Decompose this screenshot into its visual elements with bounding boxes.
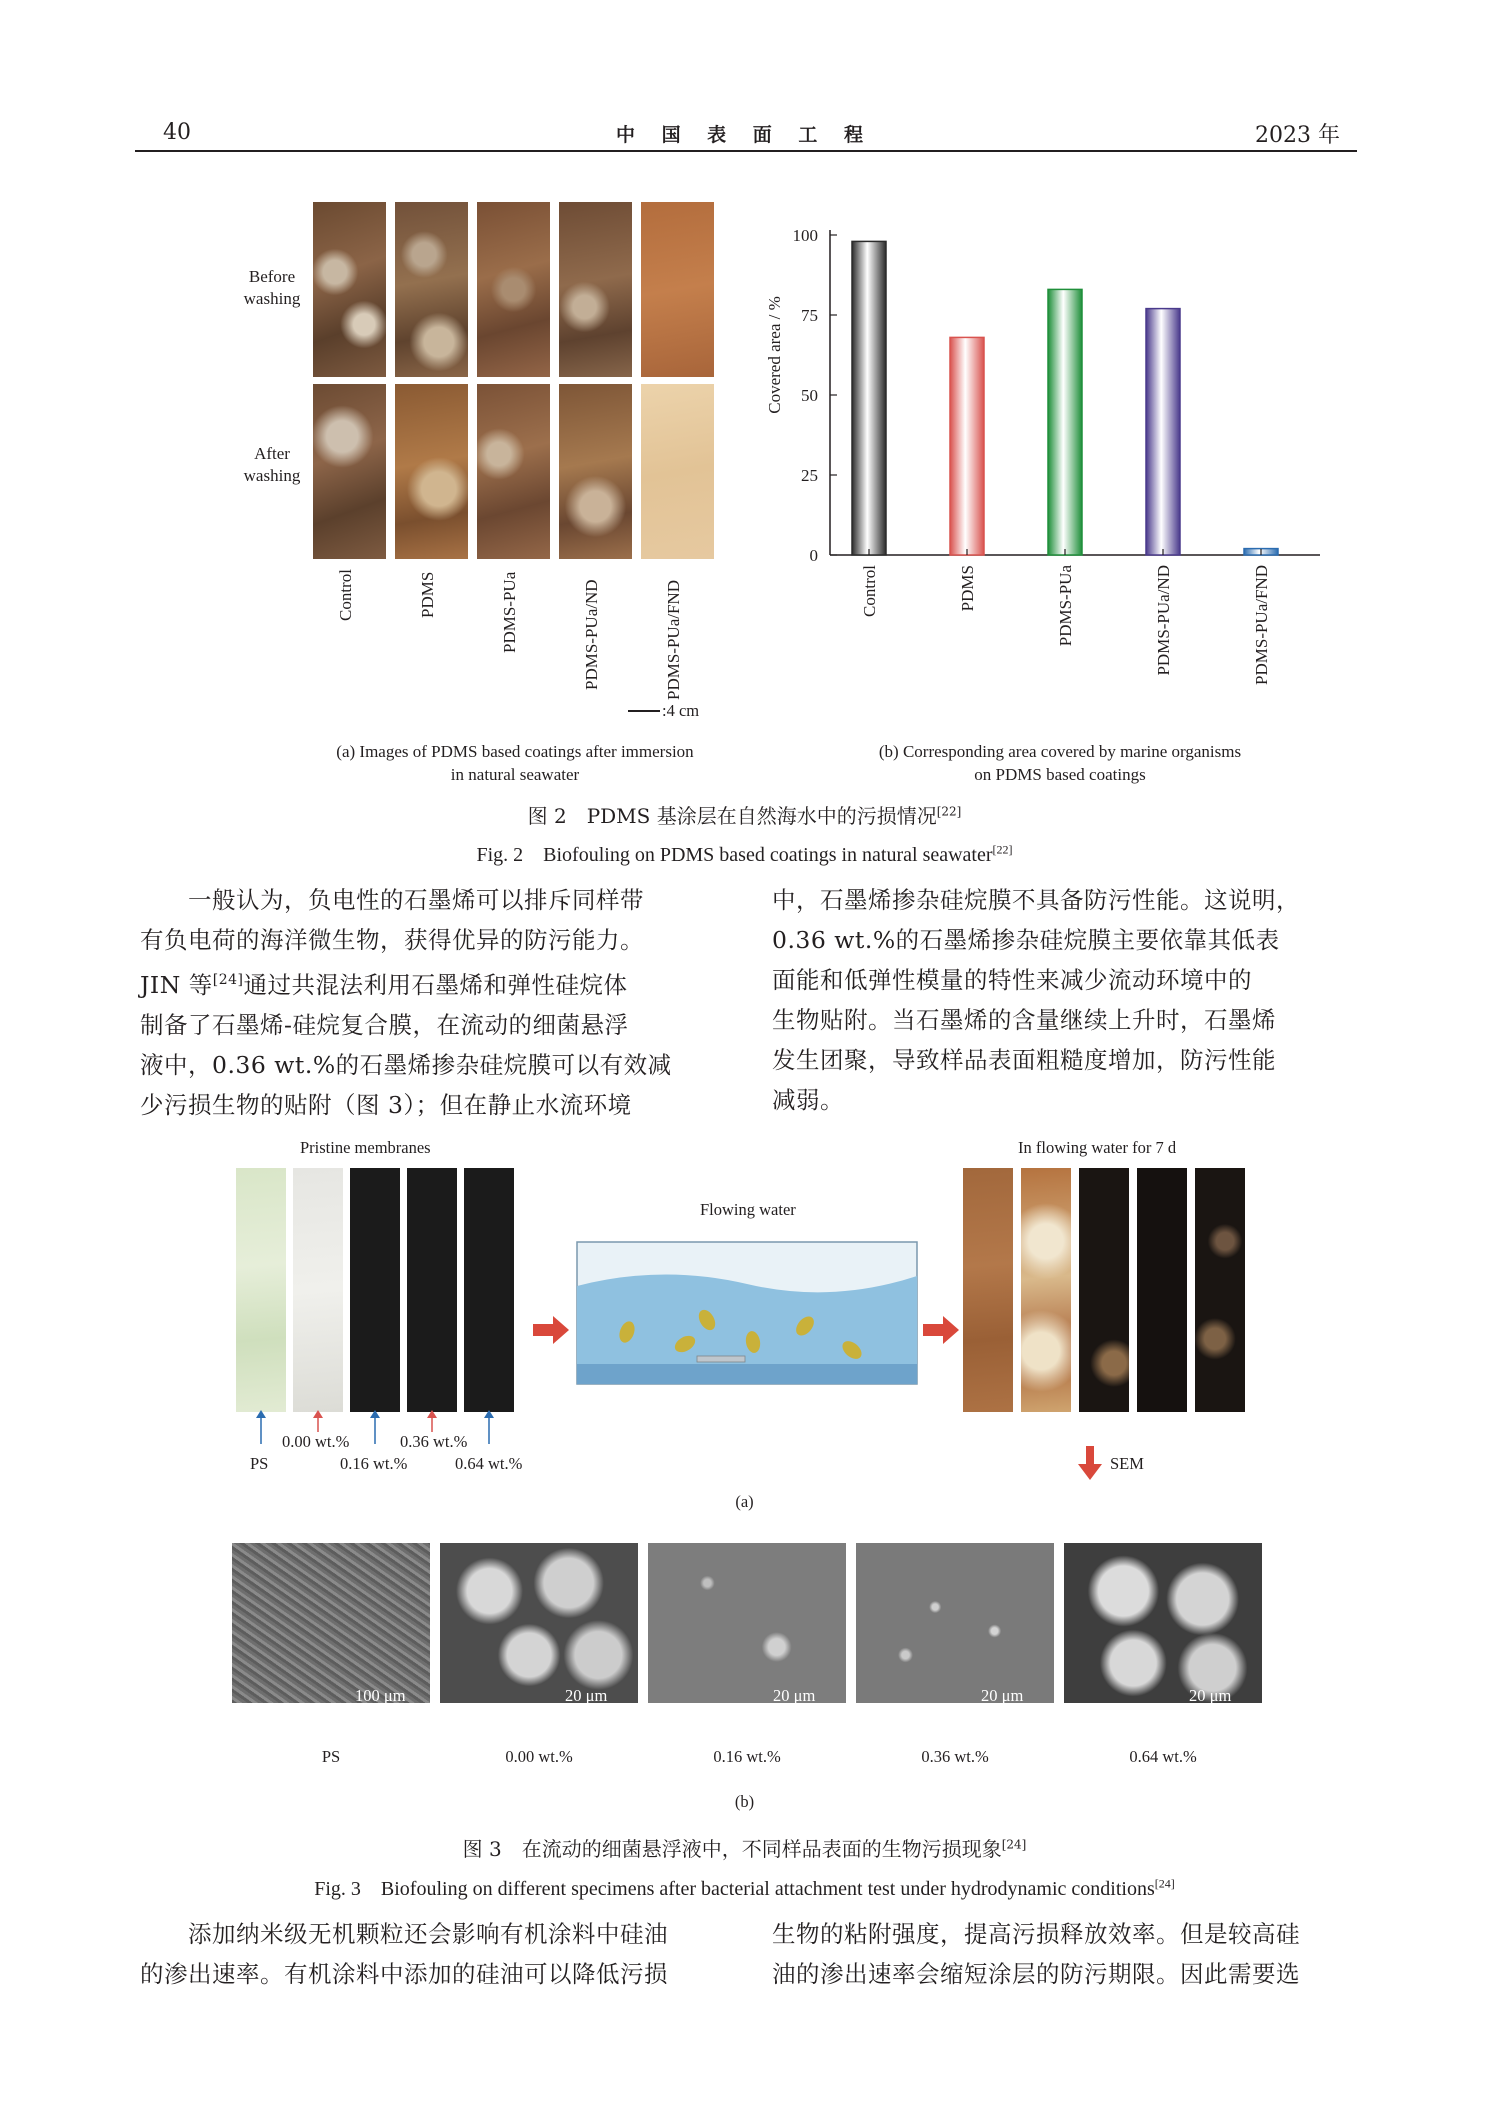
col-label-control: Control	[336, 569, 355, 621]
strip-016	[350, 1168, 400, 1412]
row-label-before: Before washing	[243, 267, 301, 308]
bar-pdms-pua-nd	[1146, 309, 1180, 555]
scale-line-064	[1192, 1707, 1232, 1709]
photo-pdmspua-before	[477, 202, 550, 377]
scale-bar-016: 20 μm	[773, 1686, 816, 1705]
strip-036-after	[1137, 1168, 1187, 1412]
scale-bar-000: 20 μm	[565, 1686, 608, 1705]
strip-000-after	[1021, 1168, 1071, 1412]
scale-bar-064: 20 μm	[1189, 1686, 1232, 1705]
scale-line-036	[984, 1707, 1024, 1709]
sem-000	[440, 1543, 638, 1703]
col-label-pdmspuafnd: PDMS-PUa/FND	[664, 580, 683, 700]
arrow-right-2	[923, 1316, 963, 1346]
bar-pdms	[950, 337, 984, 555]
photo-pdms-after	[395, 384, 468, 559]
sem-036	[856, 1543, 1054, 1703]
scale-label: :4 cm	[662, 701, 700, 720]
x-tick-label: PDMS-PUa/ND	[1154, 565, 1173, 676]
header-rule	[135, 150, 1357, 152]
col-label-pdmspua: PDMS-PUa	[500, 571, 519, 653]
x-tick-label: Control	[860, 565, 879, 617]
photo-pdms-before	[395, 202, 468, 377]
sem-label-ps: PS	[321, 1747, 341, 1766]
year: 2023 年	[1255, 123, 1340, 148]
photo-pdmspuafnd-after	[641, 384, 714, 559]
figure2-title-en: Fig. 2 Biofouling on PDMS based coatings in natural seawater[22]	[476, 842, 1013, 866]
x-tick-label: PDMS-PUa	[1056, 565, 1075, 647]
scale-line-ps	[355, 1707, 413, 1709]
photo-control-before	[313, 202, 386, 377]
x-tick-label: PDMS	[958, 565, 977, 612]
page-number: 40	[163, 120, 191, 145]
journal-title: 中 国 表 面 工 程	[615, 124, 874, 146]
flowing-label: In flowing water for 7 d	[1018, 1138, 1177, 1157]
label-036: 0.36 wt.%	[400, 1432, 468, 1451]
panel-a-caption: (a) Images of PDMS based coatings after immersion in natural seawater	[336, 742, 694, 784]
label-ps: PS	[250, 1454, 269, 1473]
paragraph1-col1: 一般认为，负电性的石墨烯可以排斥同样带 有负电荷的海洋微生物，获得优异的防污能力。 JIN 等[24]通过共混法利用石墨烯和弹性硅烷体 制备了石墨烯-硅烷复合膜，在流动的细菌悬浮 液中，0.36 wt.%的石墨烯掺杂硅烷膜可以有效减 少污损生物的贴附（图 3）；但在静止水流环境	[140, 886, 672, 1119]
sem-064	[1064, 1543, 1262, 1703]
label-016: 0.16 wt.%	[340, 1454, 408, 1473]
photo-control-after	[313, 384, 386, 559]
photo-pdmspuand-before	[559, 202, 632, 377]
y-tick-label: 75	[801, 306, 818, 325]
panel-a-label: (a)	[735, 1492, 754, 1511]
strip-064	[464, 1168, 514, 1412]
y-tick-label: 0	[809, 546, 818, 565]
scale-bar-ps: 100 μm	[355, 1686, 406, 1705]
figure2-title-cn: 图 2 PDMS 基涂层在自然海水中的污损情况[22]	[527, 804, 962, 828]
label-064: 0.64 wt.%	[455, 1454, 523, 1473]
figure3-title-cn: 图 3 在流动的细菌悬浮液中，不同样品表面的生物污损现象[24]	[462, 1837, 1027, 1861]
scale-line-000	[568, 1707, 608, 1709]
paragraph1-col2: 中，石墨烯掺杂硅烷膜不具备防污性能。这说明， 0.36 wt.%的石墨烯掺杂硅烷膜主要依靠其低表 面能和低弹性模量的特性来减少流动环境中的 生物贴附。当石墨烯的含量继续上升时，石墨烯 发生团聚，导致样品表面粗糙度增加，防污性能 减弱。	[772, 886, 1300, 1114]
col-label-pdms: PDMS	[418, 571, 437, 618]
x-tick-label: PDMS-PUa/FND	[1252, 565, 1271, 685]
sem-label-016: 0.16 wt.%	[713, 1747, 781, 1766]
flowing-water-tank	[567, 1224, 927, 1404]
bar-control	[852, 241, 886, 555]
strip-036	[407, 1168, 457, 1412]
y-tick-label: 100	[792, 226, 818, 245]
col-label-pdmspuand: PDMS-PUa/ND	[582, 579, 601, 690]
sem-ps	[232, 1543, 430, 1703]
scale-bar	[628, 710, 660, 712]
scale-line-016	[776, 1707, 816, 1709]
tank-label: Flowing water	[700, 1200, 796, 1219]
strip-016-after	[1079, 1168, 1129, 1412]
panel-b-label: (b)	[734, 1792, 755, 1811]
y-tick-label: 50	[801, 386, 818, 405]
label-000: 0.00 wt.%	[282, 1432, 350, 1451]
strip-ps	[236, 1168, 286, 1412]
figure2-bar-chart	[760, 210, 1340, 740]
sample-arrows	[236, 1408, 516, 1448]
sem-arrow	[1078, 1446, 1102, 1482]
strip-000	[293, 1168, 343, 1412]
bar-pdms-pua	[1048, 289, 1082, 555]
sem-label: SEM	[1110, 1454, 1144, 1473]
panel-b-caption: (b) Corresponding area covered by marine organisms on PDMS based coatings	[878, 742, 1242, 784]
sem-label-064: 0.64 wt.%	[1129, 1747, 1197, 1766]
figure3-title-en: Fig. 3 Biofouling on different specimens after bacterial attachment test under hydrodynamic conditions[24]	[314, 1876, 1175, 1900]
photo-pdmspuafnd-before	[641, 202, 714, 377]
y-tick-label: 25	[801, 466, 818, 485]
scale-bar-036: 20 μm	[981, 1686, 1024, 1705]
strip-ps-after	[963, 1168, 1013, 1412]
sem-label-036: 0.36 wt.%	[921, 1747, 989, 1766]
photo-pdmspuand-after	[559, 384, 632, 559]
pristine-label: Pristine membranes	[300, 1138, 431, 1157]
y-axis-label: Covered area / %	[765, 296, 784, 414]
row-label-after: After washing	[243, 444, 301, 485]
paragraph2-col1: 添加纳米级无机颗粒还会影响有机涂料中硅油 的渗出速率。有机涂料中添加的硅油可以降低污损	[140, 1920, 668, 1988]
photo-pdmspua-after	[477, 384, 550, 559]
sem-label-000: 0.00 wt.%	[505, 1747, 573, 1766]
strip-064-after	[1195, 1168, 1245, 1412]
sem-016	[648, 1543, 846, 1703]
paragraph2-col2: 生物的粘附强度，提高污损释放效率。但是较高硅 油的渗出速率会缩短涂层的防污期限。因此需要选	[772, 1920, 1300, 1988]
